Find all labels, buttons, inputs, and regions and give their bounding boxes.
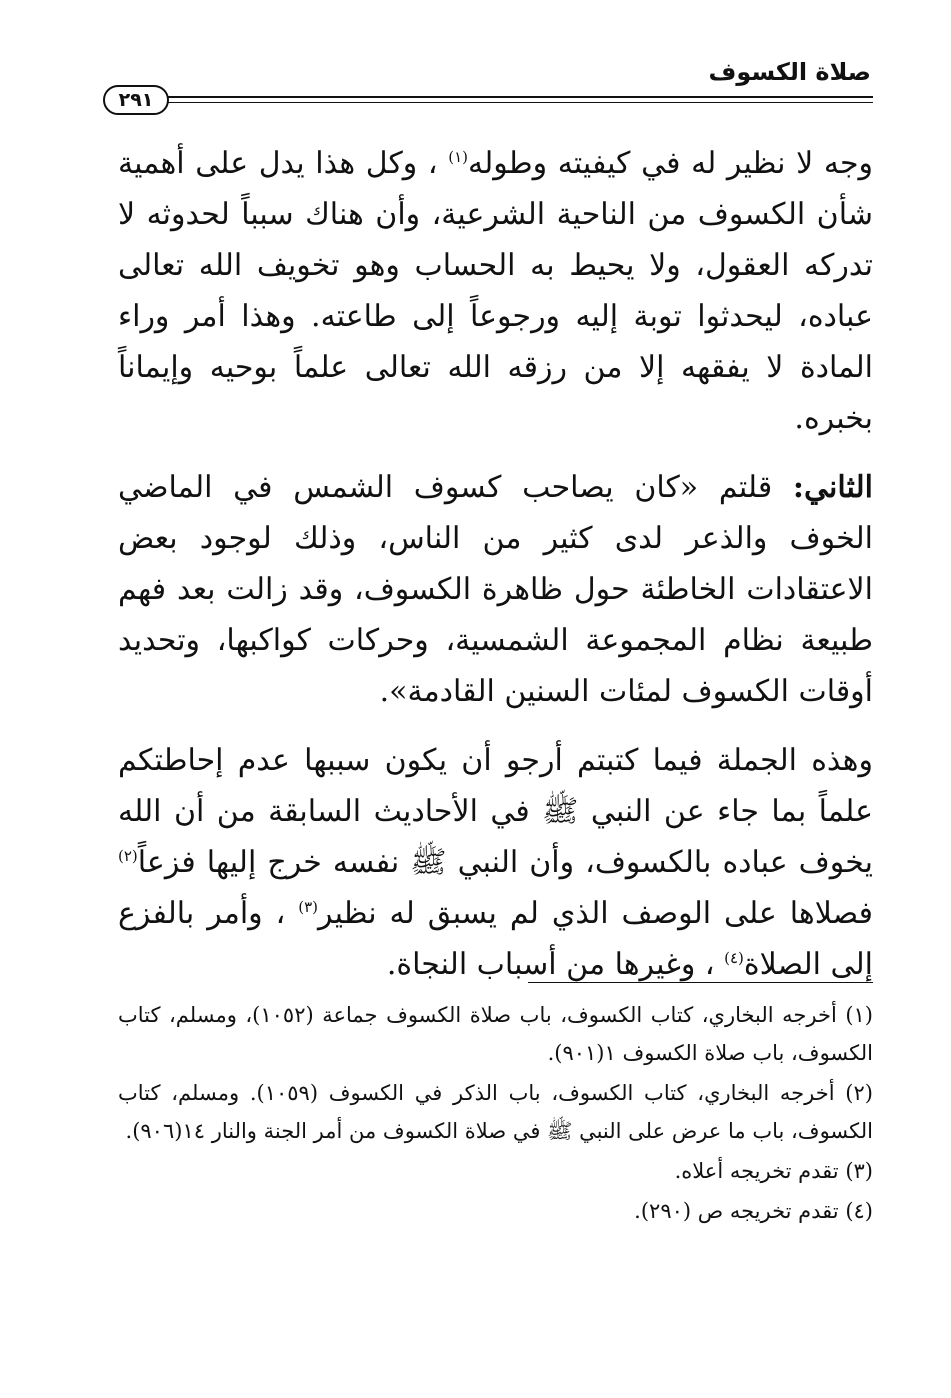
footnote-ref-3: (٣) — [298, 898, 319, 916]
footnote-ref-4: (٤) — [724, 949, 744, 967]
main-text — [118, 138, 873, 1008]
paragraph-1-text-a: وجه لا نظير له في كيفيته وطوله — [468, 146, 873, 181]
footnote-2: (٢) أخرجه البخاري، كتاب الكسوف، باب الذكر في الكسوف (١٠٥٩). ومسلم، كتاب الكسوف، باب ما عرض على النبي ﷺ في صلاة الكسوف من أمر الجنة والنار ١٤(٩٠٦). — [118, 1081, 873, 1143]
footnote-1: (١) أخرجه البخاري، كتاب الكسوف، باب صلاة الكسوف جماعة (١٠٥٢)، ومسلم، كتاب الكسوف، باب صلاة الكسوف ١(٩٠١). — [118, 1003, 873, 1065]
paragraph-3-text-a: وهذه الجملة فيما كتبتم أرجو أن يكون سببها عدم إحاطتكم علماً بما جاء عن النبي ﷺ في الأحاديث السابقة من أن الله يخوف عباده بالكسوف، وأن النبي ﷺ نفسه خرج إليها فزعاً — [118, 743, 873, 880]
paragraph-3-text-d: ، وغيرها من أسباب النجاة. — [386, 947, 725, 982]
footnote-4: (٤) تقدم تخريجه ص (٢٩٠). — [634, 1199, 873, 1223]
footnote-ref-1: (١) — [448, 148, 469, 166]
footnote-divider — [528, 982, 873, 983]
page-number: ٢٩١ — [103, 85, 169, 115]
paragraph-2-text: قلتم «كان يصاحب كسوف الشمس في الماضي الخوف والذعر لدى كثير من الناس، وذلك لوجود بعض الاعتقادات الخاطئة حول ظاهرة الكسوف، وقد زالت بعد فهم طبيعة نظام المجموعة الشمسية، وحركات كواكبها، وتحديد أوقات الكسوف لمئات السنين القادمة». — [118, 470, 873, 709]
paragraph-3-text-b: فصلاها على الوصف الذي لم يسبق له نظير — [318, 896, 873, 931]
footnotes — [118, 996, 873, 1232]
paragraph-1 — [118, 138, 873, 444]
running-title: صلاة الكسوف — [708, 58, 871, 86]
paragraph-2 — [118, 462, 873, 717]
header-rule-thin — [165, 102, 873, 103]
paragraph-3 — [118, 735, 873, 990]
paragraph-1-text-b: ، وكل هذا يدل على أهمية شأن الكسوف من الناحية الشرعية، وأن هناك سبباً لحدوثه لا تدركه العقول، ولا يحيط به الحساب وهو تخويف الله تعالى عباده، ليحدثوا توبة إليه ورجوعاً إلى طاعته. وهذا أمر وراء المادة لا يفقهه إلا من رزقه الله تعالى علماً بوحيه وإيماناً بخبره. — [118, 146, 874, 436]
footnote-3: (٣) تقدم تخريجه أعلاه. — [674, 1159, 873, 1183]
paragraph-2-lead: الثاني: — [792, 470, 873, 505]
footnote-ref-2: (٢) — [118, 847, 138, 865]
header-rule — [165, 96, 873, 98]
paragraph-3-text-c: ، وأمر بالفزع إلى الصلاة — [118, 896, 873, 982]
